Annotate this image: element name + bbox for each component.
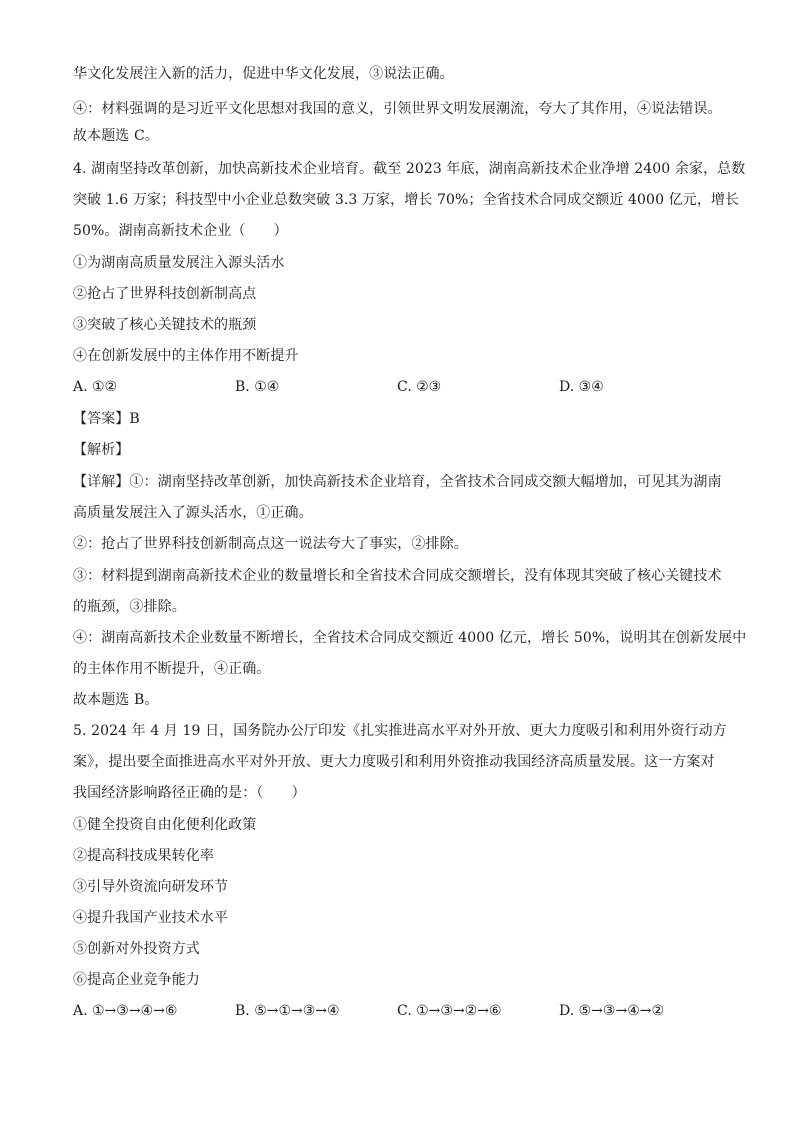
q4-detail-line-6: ④：湖南高新技术企业数量不断增长，全省技术合同成交额近 4000 亿元，增长 50%，说明其在创新发展中	[73, 630, 747, 646]
q4-conclusion: 故本题选 B。	[73, 692, 159, 708]
q4-choices	[73, 377, 723, 397]
q4-option-4: ④在创新发展中的主体作用不断提升	[73, 348, 299, 364]
q5-choice-b: B. ⑤→①→③→④	[235, 1003, 340, 1019]
q4-answer: 【答案】B	[73, 411, 140, 427]
prev-analysis-line-1: 华文化发展注入新的活力，促进中华文化发展，③说法正确。	[73, 66, 454, 82]
q5-option-5: ⑤创新对外投资方式	[73, 941, 200, 957]
q4-stem-line-1: 4. 湖南坚持改革创新，加快高新技术企业培育。截至 2023 年底，湖南高新技术企业净增 2400 余家，总数	[73, 161, 746, 177]
q4-analysis-label: 【解析】	[73, 442, 130, 458]
q4-option-1: ①为湖南高质量发展注入源头活水	[73, 255, 285, 271]
q5-choice-c: C. ①→③→②→⑥	[397, 1003, 502, 1019]
q4-choice-d: D. ③④	[559, 379, 604, 395]
q5-choices	[73, 1001, 723, 1021]
q5-stem-line-2: 案》，提出要全面推进高水平对外开放、更大力度吸引和利用外资推动我国经济高质量发展。这一方案对	[73, 754, 715, 770]
prev-conclusion: 故本题选 C。	[73, 128, 159, 144]
q4-stem-line-2: 突破 1.6 万家；科技型中小企业总数突破 3.3 万家，增长 70%；全省技术合同成交额近 4000 亿元，增长	[73, 192, 740, 208]
q4-option-2: ②抢占了世界科技创新制高点	[73, 286, 257, 302]
q4-detail-line-5: 的瓶颈，③排除。	[73, 599, 186, 615]
q5-option-6: ⑥提高企业竞争能力	[73, 972, 200, 988]
q4-option-3: ③突破了核心关键技术的瓶颈	[73, 317, 257, 333]
q5-choice-d: D. ⑤→③→④→②	[559, 1003, 665, 1019]
q5-option-4: ④提升我国产业技术水平	[73, 910, 229, 926]
q5-option-1: ①健全投资自由化便利化政策	[73, 817, 257, 833]
q4-detail-line-2: 高质量发展注入了源头活水，①正确。	[73, 505, 313, 521]
q4-choice-c: C. ②③	[397, 379, 442, 395]
q4-detail-line-1: 【详解】①：湖南坚持改革创新，加快高新技术企业培育，全省技术合同成交额大幅增加，可见其为湖南	[73, 474, 722, 490]
q5-stem-line-1: 5. 2024 年 4 月 19 日，国务院办公厅印发《扎实推进高水平对外开放、更大力度吸引和利用外资行动方	[73, 723, 727, 739]
q5-option-3: ③引导外资流向研发环节	[73, 879, 229, 895]
q5-option-2: ②提高科技成果转化率	[73, 848, 214, 864]
q4-choice-a: A. ①②	[73, 379, 118, 395]
q4-detail-line-4: ③：材料提到湖南高新技术企业的数量增长和全省技术合同成交额增长，没有体现其突破了核心关键技术	[73, 568, 722, 584]
q4-stem-line-3: 50%。湖南高新技术企业（ ）	[73, 223, 288, 239]
prev-analysis-line-2: ④：材料强调的是习近平文化思想对我国的意义，引领世界文明发展潮流，夸大了其作用，④说法错误。	[73, 101, 722, 117]
q5-stem-line-3: 我国经济影响路径正确的是：（ ）	[73, 785, 306, 801]
q4-detail-line-3: ②：抢占了世界科技创新制高点这一说法夸大了事实，②排除。	[73, 536, 468, 552]
q4-choice-b: B. ①④	[235, 379, 280, 395]
q4-detail-line-7: 的主体作用不断提升，④正确。	[73, 661, 271, 677]
q5-choice-a: A. ①→③→④→⑥	[73, 1003, 178, 1019]
